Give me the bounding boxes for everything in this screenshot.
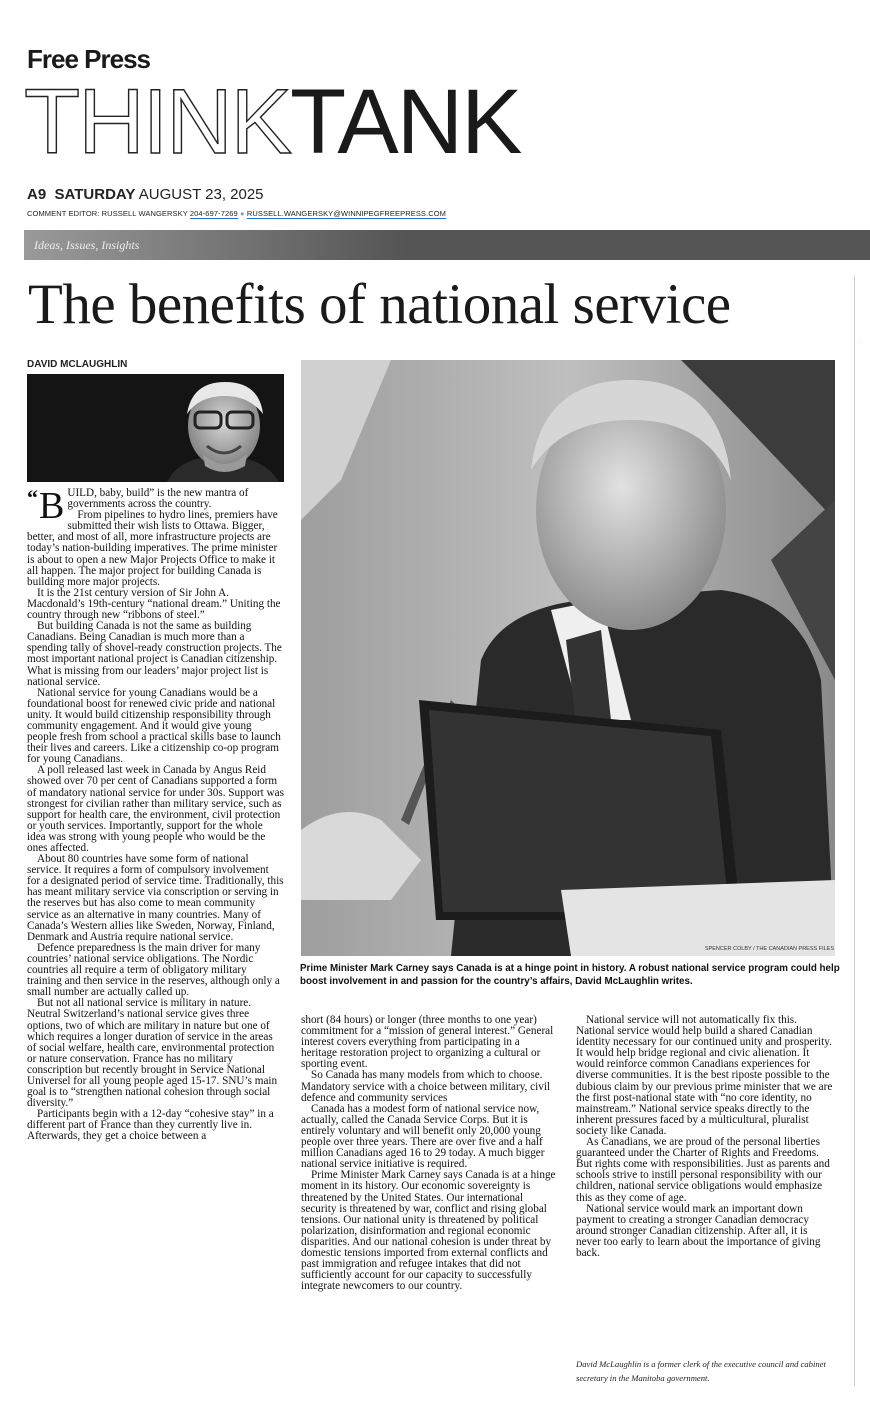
page-number: A9 (27, 186, 47, 203)
article-paragraph: Canada has a modest form of national service now, actually, called the Canada Service Corps. But it is entirely voluntary and will benefit only 20,000 young people over three years. There are over five and a half million Canadians aged 16 to 29 today. A much bigger national service initiative is required. (301, 1102, 545, 1171)
editor-label: COMMENT EDITOR: RUSSELL WANGERSKY (27, 209, 188, 218)
article-paragraph: Defence preparedness is the main driver for many countries’ national service obligations. The Nordic countries all require a term of obligatory military training and then service in the reserves, although only a small number are actually called up. (27, 941, 280, 999)
separator-dot: ● (240, 209, 245, 218)
article-paragraph: So Canada has many models from which to choose. Mandatory service with a choice between military, civil defence and community services (301, 1069, 551, 1104)
banner-tagline: Ideas, Issues, Insights (34, 238, 140, 252)
author-bio: David McLaughlin is a former clerk of the executive council and cabinet secretary in the Manitoba government. (576, 1359, 826, 1383)
article-paragraph: But building Canada is not the same as building Canadians. Being Canadian is much more than a spending tally of shovel-ready construction projects. The most important national project is Canadian citizenship. What is missing from our leaders’ major project list is national service. (27, 620, 282, 688)
drop-cap: B (39, 485, 65, 527)
day: SATURDAY (54, 186, 136, 203)
article-column-3 (576, 1015, 835, 1259)
section-banner (24, 230, 870, 260)
article-paragraph: But not all national service is military in nature. Neutral Switzerland’s national service gives three options, two of which are military in nature but one of which requires a longer duration of service in the areas of social welfare, health care, environmental protection or nature conservation. France has no military conscription but recently brought in Service National Universel for all young people aged 15-17. SNU’s main goal is to “strengthen national cohesion through social diversity.” (27, 997, 278, 1110)
article-paragraph: From pipelines to hydro lines, premiers have submitted their wish lists to Ottawa. Bigger, better, and most of all, more infrastructure projects are today’s nation-building imperatives. The prime minister is about to open a new Major Projects Office to make it all happen. The major project for building Canada is building more major projects. (27, 509, 278, 588)
section-title-dark: TANK (290, 71, 521, 173)
section-title (24, 70, 521, 174)
author-photo (27, 374, 284, 482)
photo-credit: SPENCER COLBY / THE CANADIAN PRESS FILES (704, 946, 834, 952)
article-paragraph: As Canadians, we are proud of the personal liberties guaranteed under the Charter of Rights and Freedoms. But rights come with responsibilities. Just as parents and schools strive to instill personal responsibility with our children, national service obligations would emphasize this as they come of age. (576, 1136, 830, 1204)
dateline (27, 186, 264, 203)
lead-paragraph (27, 485, 284, 527)
byline: DAVID MCLAUGHLIN (27, 359, 128, 370)
main-photo (301, 360, 835, 956)
article-column-2 (301, 1015, 558, 1292)
article-paragraph: About 80 countries have some form of national service. It requires a form of compulsory involvement for a designated period of service time. Traditionally, this has meant military service via conscription or serving in the reserves but has also come to mean community service as an alternative in many countries. Many of Canada’s Western allies like Sweden, Norway, Finland, Denmark and Austria require national service. (27, 853, 284, 943)
section-title-light: THINK (24, 71, 290, 173)
open-quote-mark: “ (27, 485, 38, 510)
article-paragraph: Participants begin with a 12-day “cohesive stay” in a different part of France than they currently live in. Afterwards, they get a choice between a (27, 1108, 274, 1143)
headline: The benefits of national service (28, 273, 731, 336)
editor-line (27, 209, 446, 218)
date: AUGUST 23, 2025 (138, 186, 264, 203)
article-paragraph: A poll released last week in Canada by Angus Reid showed over 70 per cent of Canadians supported a form of mandatory national service for under 30s. Support was strongest for civilian rather than military service, such as support for health care, the environment, civil protection or youth services. Importantly, support for the whole idea was strong with young people who would be the ones affected. (27, 764, 284, 854)
article-paragraph: National service will not automatically fix this. National service would help build a shared Canadian identity necessary for our continued unity and prosperity. It would help bridge regional and civic alienation. It would reinforce common Canadians experiences for diverse communities. It is the best riposte possible to the dubious claim by our previous prime minister that we are the first post-national state with “no core identity, no mainstream.” National service speaks directly to the inherent pressures faced by a multicultural, pluralist society like Canada. (576, 1014, 833, 1137)
article-paragraph: It is the 21st century version of Sir John A. Macdonald’s 19th-century “national dream.” Uniting the country through new “ribbons of steel.” (27, 586, 281, 622)
editor-phone-link[interactable]: 204-697-7269 (189, 209, 238, 218)
article-paragraph: National service for young Canadians would be a foundational boost for renewed civic pride and national unity. It would build citizenship responsibility through community engagement. And it would give young people fresh from school a practical skills base to launch their lives and careers. Like a citizenship co-op program for young Canadians. (27, 686, 281, 766)
photo-caption: Prime Minister Mark Carney says Canada is at a hinge point in history. A robust national service program could help boost involvement in and passion for the country’s affairs, David McLaughlin writes. (300, 963, 840, 987)
article-paragraph: short (84 hours) or longer (three months to one year) commitment for a “mission of general interest.” General interest covers everything from participating in a heritage restoration project to organizing a cultural or sporting event. (301, 1014, 554, 1071)
editor-email-link[interactable]: RUSSELL.WANGERSKY@WINNIPEGFREEPRESS.COM (246, 209, 447, 218)
lead-text: UILD, baby, build” is the new mantra of governments across the country. (67, 487, 249, 511)
column-rule (854, 276, 855, 1386)
free-press-logo: Free Press (27, 44, 150, 74)
article-column-1 (27, 485, 284, 1143)
column-1-body (27, 510, 284, 1142)
article-paragraph: National service would mark an important down payment to creating a stronger Canadian democracy around stronger Canadian citizenship. After all, it is never too early to learn about the importance of giving back. (576, 1202, 821, 1259)
article-paragraph: Prime Minister Mark Carney says Canada is at a hinge moment in its history. Our economic sovereignty is threatened by the United States. Our international security is threatened by war, conflict and rising global tensions. Our national unity is threatened by political polarization, disinformation and regional economic disparities. And our national cohesion is under threat by domestic tensions imported from external conflicts and past immigration and refugee intakes that did not sufficiently account for our capacity to successfully integrate newcomers to our country. (301, 1169, 556, 1293)
